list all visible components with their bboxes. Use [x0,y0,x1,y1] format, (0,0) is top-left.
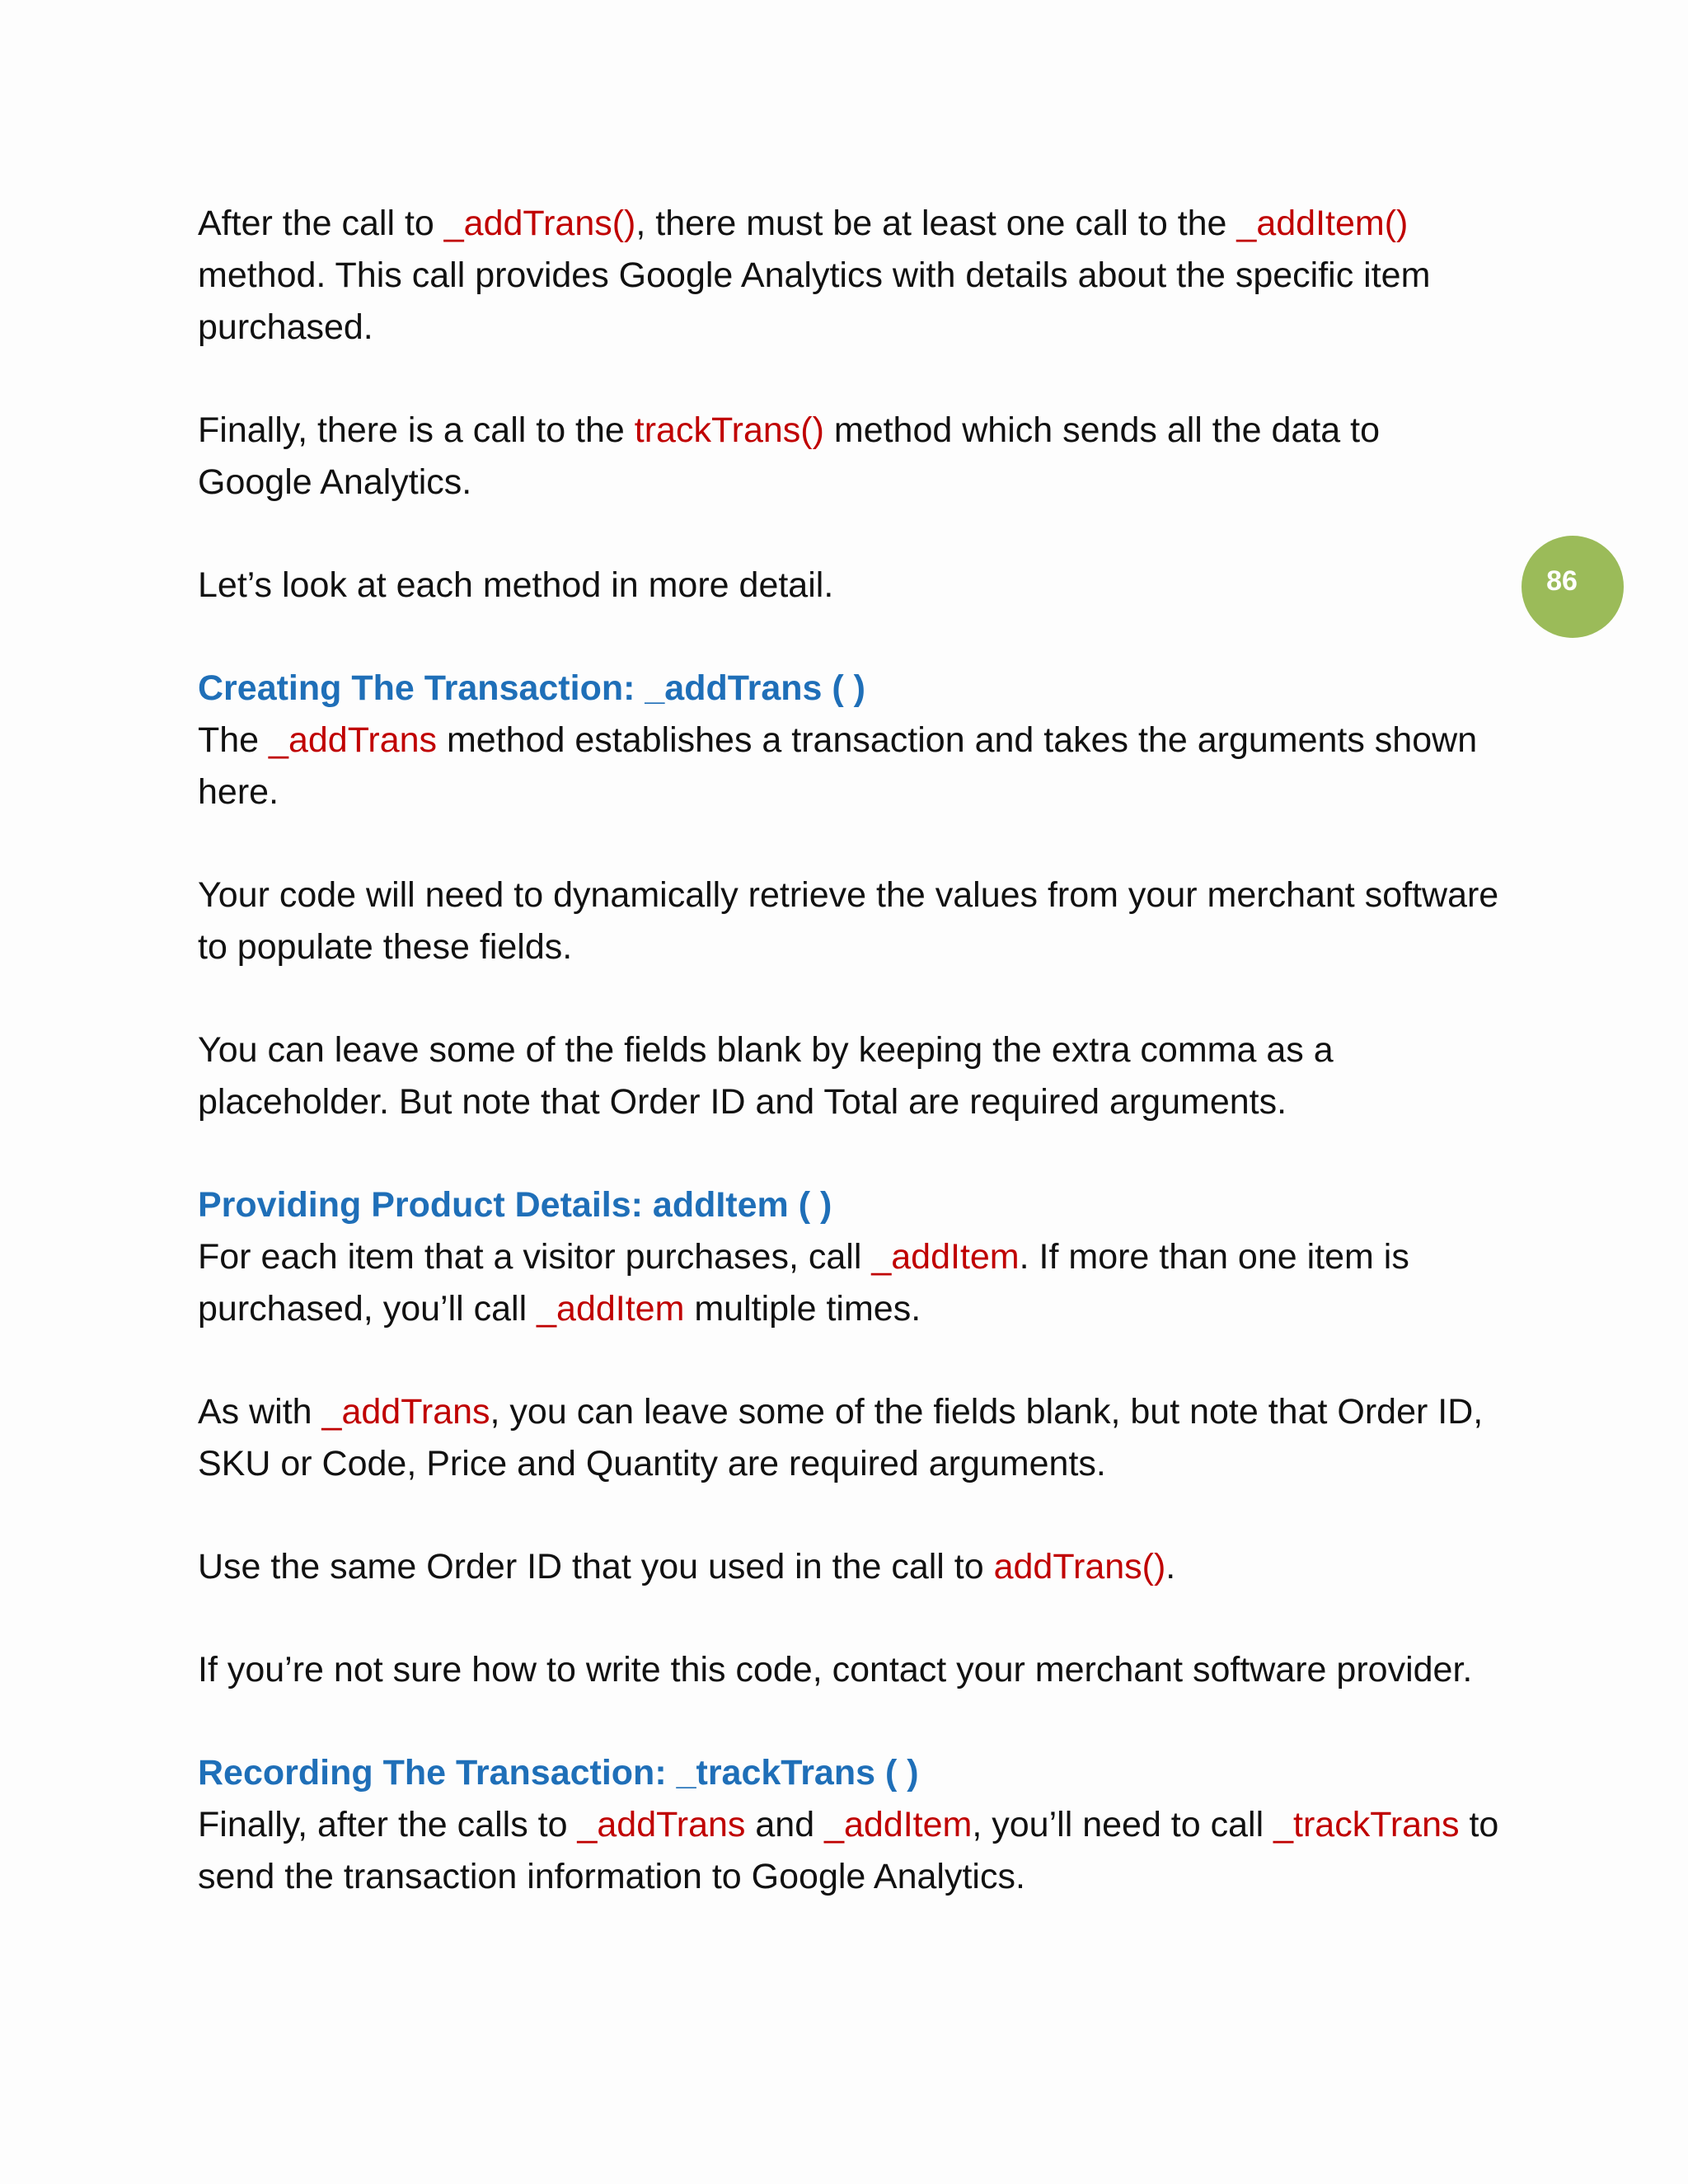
paragraph-each-item: For each item that a visitor purchases, call _addItem. If more than one item is purchased, you’ll call _addItem multiple times. [198,1237,1409,1329]
code-ref-tracktrans: _trackTrans [1273,1805,1460,1844]
paragraph-required-item-args: As with _addTrans, you can leave some of the fields blank, but note that Order ID, SKU or Code, Price and Quantity are required arguments. [198,1392,1484,1483]
paragraph-look-detail: Let’s look at each method in more detail. [198,565,834,605]
paragraph-blank-fields: You can leave some of the fields blank by keeping the extra comma as a placeholder. But note that Order ID and Total are required arguments. [198,1030,1334,1122]
code-ref-addtrans: _addTrans [269,720,438,760]
code-ref-addtrans: _addTrans() [443,204,636,243]
document-body [198,198,1500,1954]
code-ref-additem: _addItem [537,1289,685,1329]
paragraph-tracktrans-intro: Finally, there is a call to the trackTrans() method which sends all the data to Google Analytics. [198,410,1381,502]
code-ref-additem: _addItem [871,1237,1020,1277]
heading-creating-transaction: Creating The Transaction: _addTrans ( ) [198,668,865,708]
code-ref-addtrans: addTrans() [993,1547,1166,1586]
code-ref-addtrans: _addTrans [321,1392,490,1432]
code-ref-addtrans: _addTrans [577,1805,746,1844]
page-number-badge [1522,536,1624,638]
paragraph-dynamic-values: Your code will need to dynamically retrieve the values from your merchant software to populate these fields. [198,875,1499,967]
paragraph-addtrans-intro: After the call to _addTrans(), there must be at least one call to the _addItem() method. This call provides Google Analytics with details about the specific item purchased. [198,204,1431,347]
heading-recording-transaction: Recording The Transaction: _trackTrans ( ) [198,1753,919,1793]
paragraph-contact-provider: If you’re not sure how to write this code, contact your merchant software provider. [198,1650,1473,1690]
paragraph-addtrans-method: The _addTrans method establishes a transaction and takes the arguments shown here. [198,720,1478,812]
page-number: 86 [1546,565,1578,597]
code-ref-tracktrans: trackTrans() [634,410,824,450]
paragraph-call-tracktrans: Finally, after the calls to _addTrans and _addItem, you’ll need to call _trackTrans to send the transaction information to Google Analytics. [198,1805,1499,1896]
heading-product-details: Providing Product Details: addItem ( ) [198,1185,832,1225]
paragraph-same-order-id: Use the same Order ID that you used in the call to addTrans(). [198,1547,1176,1586]
code-ref-additem: _addItem() [1236,204,1409,243]
code-ref-additem: _addItem [824,1805,973,1844]
